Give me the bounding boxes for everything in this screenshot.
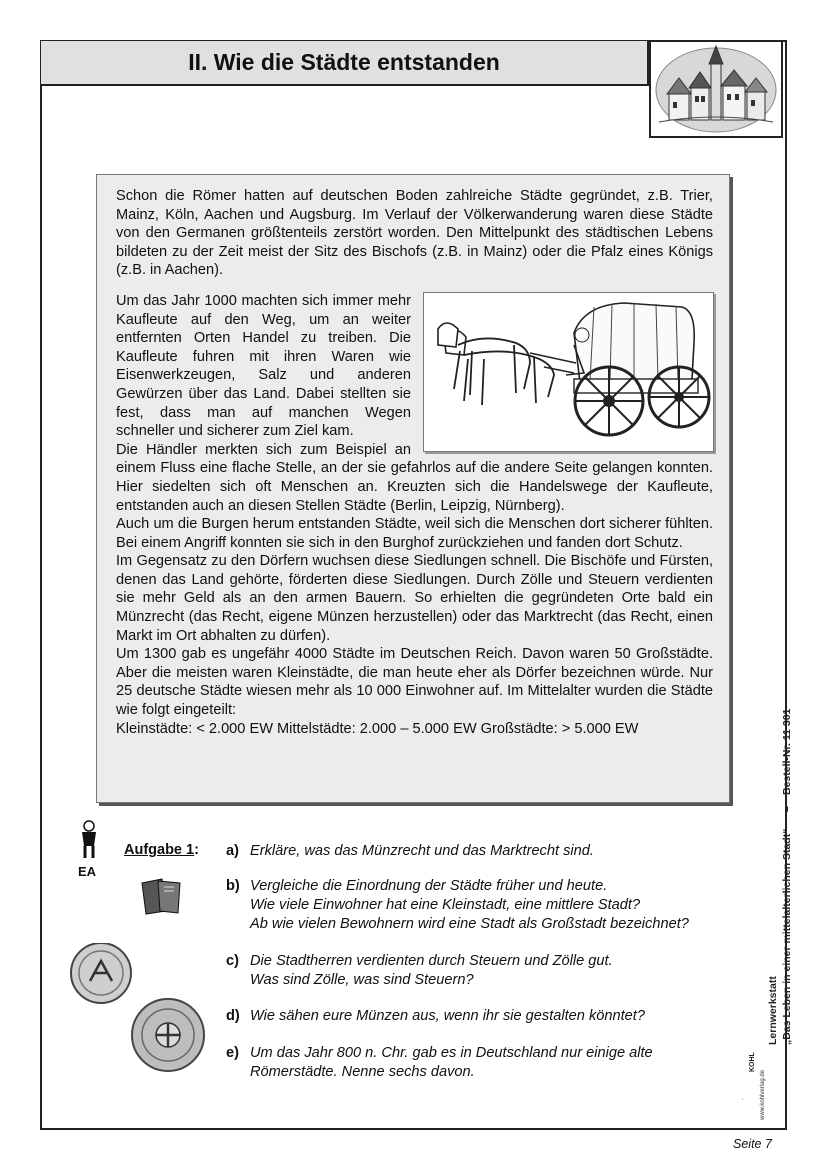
task-d-label: d) [226, 1008, 240, 1024]
task-d-line-1: Wie sähen eure Münzen aus, wenn ihr sie gestalten könntet? [250, 1008, 645, 1024]
task-a-line-1: Erkläre, was das Münzrecht und das Marktrecht sind. [250, 843, 594, 859]
task-e-line-1: Um das Jahr 800 n. Chr. gab es in Deutschland nur einige alte [250, 1045, 653, 1061]
paragraph-roman-cities: Schon die Römer hatten auf deutschen Boden zahlreiche Städte gegründet, z.B. Trier, Mainz, Köln, Aachen und Augsburg. Im Verlauf der Völkerwanderung waren diese Städte von den Germanen größtenteils zerstört worden. Den Mittelpunkt des städtischen Lebens bildeten zu der Zeit meist der Sitz des Bischofs (z.B. in Mainz) oder die Pfalz eines Königs (z.B. in Aachen). [116, 188, 713, 279]
medieval-coins-image [68, 943, 208, 1073]
task-c-line-2: Was sind Zölle, was sind Steuern? [250, 972, 474, 988]
task-c-label: c) [226, 953, 239, 969]
sidebar-order-number: Bestell-Nr. 11 301 [781, 708, 793, 795]
merchant-wagon-illustration [423, 292, 714, 452]
town-illustration [649, 40, 783, 138]
task-b-label: b) [226, 878, 240, 894]
ea-label: EA [78, 864, 97, 879]
task-e-line-2: Römerstädte. Nenne sechs davon. [250, 1064, 475, 1080]
task-b-line-2: Wie viele Einwohner hat eine Kleinstadt, eine mittlere Stadt? [250, 897, 641, 913]
publisher-sidebar [742, 700, 802, 1130]
person-icon [78, 820, 100, 860]
task-d [226, 1007, 645, 1026]
task-heading-label: Aufgabe 1 [124, 842, 195, 858]
task-c-line-1: Die Stadtherren verdienten durch Steuern und Zölle gut. [250, 953, 613, 969]
books-icon [140, 877, 185, 915]
paragraph-castles: Auch um die Burgen herum entstanden Städte, weil sich die Menschen dort sicherer fühlten. Bei einem Angriff konnten sie sich in den Burghof zurückziehen und fanden dort Schutz. [116, 516, 713, 551]
sidebar-separator: – [781, 806, 793, 812]
paragraph-growth: Im Gegensatz zu den Dörfern wuchsen diese Siedlungen schnell. Die Bischöfe und Fürsten, denen das Land gehörte, förderten diese Siedlungen. Durch Zölle und Steuern verdienten sie mehr Geld als an den armen Bauern. So erhielten die gegründeten Orte bald ein Münzrecht (das Recht, eigene Münzen herzustellen) oder das Marktrecht (das Recht, einen Markt im Ort abhalten zu dürfen). [116, 553, 713, 644]
paragraph-1300: Um 1300 gab es ungefähr 4000 Städte im Deutschen Reich. Davon waren 50 Großstädte. Aber die meisten waren Kleinstädte, die man heute eher als Dörfer bezeichnen würde. Nur 25 deutsche Städte wiesen mehr als 10 000 Einwohner auf. Im Mittelalter wurden die Städte wie folgt eingeteilt: [116, 646, 713, 719]
paragraph-river-crossing: Die Händler merkten sich zum Beispiel an einem Fluss eine flache Stelle, an der sie gefahrlos auf die andere Seite gelangen konnten. Hier siedelten sich oft Menschen an. Kreuzten sich die Handelswege der Kaufleute, entstanden auch an diesen Stellen Städte (Berlin, Leipzig, Nürnberg). [116, 441, 713, 514]
task-heading-colon: : [194, 842, 199, 858]
sidebar-series: Lernwerkstatt [767, 976, 779, 1045]
sidebar-url: www.kohlverlag.de [760, 1069, 766, 1120]
paragraph-city-sizes: Kleinstädte: < 2.000 EW Mittelstädte: 2.000 – 5.000 EW Großstädte: > 5.000 EW [116, 720, 639, 737]
task-b-line-1: Vergleiche die Einordnung der Städte früher und heute. [250, 878, 608, 894]
paragraph-merchants: Um das Jahr 1000 machten sich immer mehr Kaufleute auf den Weg, um an weiter entfernten Orten Handel zu treiben. Die Kaufleute fuhren mit ihren Waren wie Eisenwerkzeugen, Salz und anderen Gewürzen über das Land. Dabei stellten sie fest, dass man auf manchen Wegen schneller und sicherer zum Ziel kam. [116, 292, 411, 440]
task-a-label: a) [226, 843, 239, 859]
info-text-box [96, 174, 730, 803]
sidebar-book-title: „Das Leben in einer mittelalterlichen Stadt“ [781, 828, 793, 1045]
page-title: II. Wie die Städte entstanden [41, 41, 649, 86]
task-b-line-3: Ab wie vielen Bewohnern wird eine Stadt als Großstadt bezeichnet? [250, 916, 689, 932]
task-e-label: e) [226, 1045, 239, 1061]
task-c [226, 952, 613, 990]
task-b [226, 877, 689, 934]
task-a [226, 842, 594, 861]
task-heading [124, 842, 199, 858]
page-number: Seite 7 [733, 1137, 772, 1151]
sidebar-publisher: KOHL [749, 1052, 756, 1072]
task-e [226, 1044, 653, 1082]
